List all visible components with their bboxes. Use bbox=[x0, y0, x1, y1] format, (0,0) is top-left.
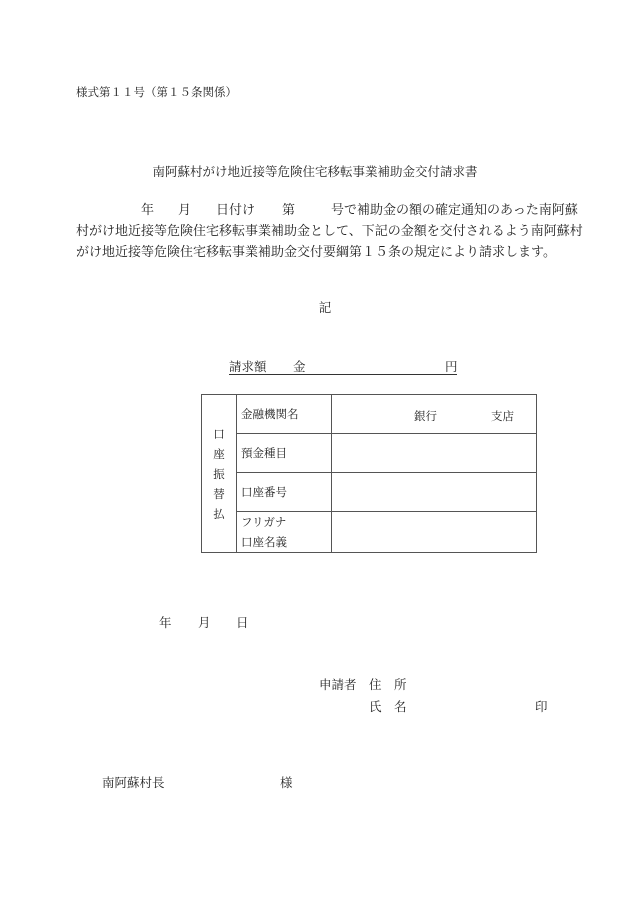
body-line-2: 村がけ地近接等危険住宅移転事業補助金として、下記の金額を交付されるよう南阿蘇村 bbox=[76, 224, 583, 239]
claim-label: 請求額 bbox=[229, 359, 267, 374]
year-label: 年 bbox=[141, 203, 155, 218]
account-number-field[interactable] bbox=[332, 473, 537, 512]
deposit-type-label: 預金種目 bbox=[237, 434, 332, 473]
addressee-name: 南阿蘇村長 bbox=[102, 775, 165, 790]
side-char: 替 bbox=[213, 486, 225, 501]
claim-amount-line bbox=[229, 357, 457, 375]
furigana-label: フリガナ bbox=[241, 515, 287, 529]
month-label: 月 bbox=[178, 203, 192, 218]
account-number-label: 口座番号 bbox=[237, 473, 332, 512]
day-dated-label: 日付け bbox=[216, 203, 256, 218]
account-holder-label: 口座名義 bbox=[241, 535, 287, 549]
body-line-1 bbox=[78, 200, 578, 221]
financial-institution-label: 金融機関名 bbox=[237, 395, 332, 434]
side-char: 振 bbox=[213, 466, 225, 481]
account-transfer-side-label bbox=[202, 395, 237, 553]
claim-yen: 円 bbox=[445, 359, 458, 374]
side-char: 座 bbox=[213, 446, 225, 461]
bank-suffix: 銀行 bbox=[414, 409, 437, 423]
document-title: 南阿蘇村がけ地近接等危険住宅移転事業補助金交付請求書 bbox=[152, 164, 478, 179]
addressee-honorific: 様 bbox=[280, 775, 293, 790]
body-line-3: がけ地近接等危険住宅移転事業補助金交付要綱第１５条の規定により請求します。 bbox=[76, 245, 556, 260]
side-char: 口 bbox=[213, 426, 225, 441]
claim-kin: 金 bbox=[293, 359, 306, 374]
account-holder-field[interactable] bbox=[332, 512, 537, 553]
deposit-type-field[interactable] bbox=[332, 434, 537, 473]
applicant-label: 申請者 bbox=[319, 677, 357, 692]
branch-suffix: 支店 bbox=[491, 409, 514, 423]
form-number: 様式第１１号（第１５条関係） bbox=[76, 85, 237, 99]
account-transfer-table bbox=[201, 394, 537, 553]
body-paragraph bbox=[76, 200, 583, 263]
seal-mark: 印 bbox=[535, 699, 548, 714]
ki-heading: 記 bbox=[318, 300, 332, 315]
address-label: 住 所 bbox=[369, 677, 407, 692]
number-prefix: 第 bbox=[282, 203, 296, 218]
date-day: 日 bbox=[236, 615, 249, 630]
name-label: 氏 名 bbox=[369, 699, 407, 714]
account-holder-label-cell bbox=[237, 512, 332, 553]
date-year: 年 bbox=[159, 615, 172, 630]
side-char: 払 bbox=[213, 506, 225, 521]
body-line-1-rest: 号で補助金の額の確定通知のあった南阿蘇 bbox=[331, 203, 578, 218]
financial-institution-field[interactable] bbox=[332, 395, 537, 434]
date-month: 月 bbox=[198, 615, 211, 630]
